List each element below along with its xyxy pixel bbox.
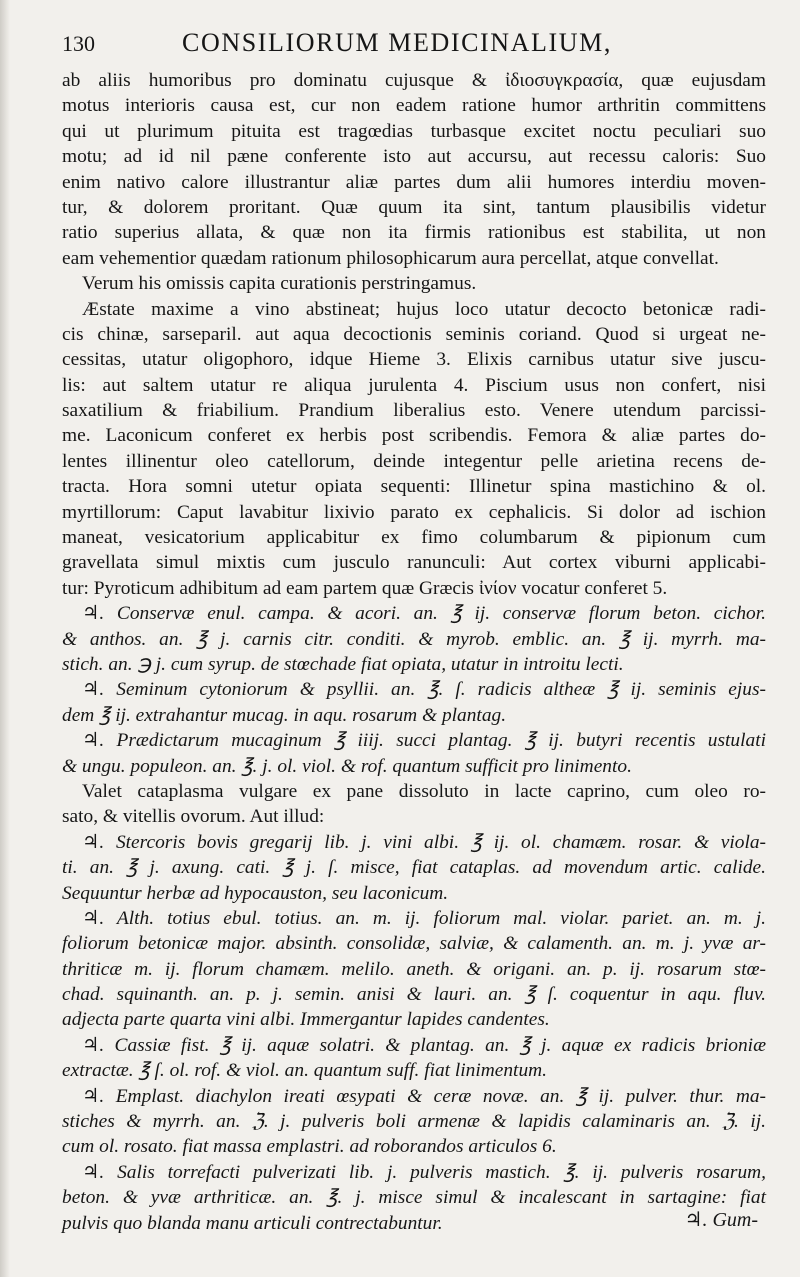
text-line: adjecta parte quarta vini albi. Immergantur lapides candentes. xyxy=(62,1009,550,1031)
recipe xyxy=(62,906,766,1033)
text-line: Æstate maxime a vino abstineat; hujus loco utatur decocto betonicæ radi- xyxy=(82,298,766,320)
paragraph xyxy=(62,68,766,271)
recipe xyxy=(62,728,766,779)
recipe xyxy=(62,601,766,677)
text-line: cum ol. rosato. fiat massa emplastri. ad roborandos articulos 6. xyxy=(62,1136,557,1158)
running-title: CONSILIORUM MEDICINALIUM, xyxy=(182,28,612,57)
text-line: saxatilium & friabilium. Prandium liberalius esto. Venere utendum parcissi- xyxy=(62,400,766,422)
text-line: ratio superius allata, & quæ non ita firmis rationibus est stabilita, ut non xyxy=(62,222,766,244)
text-line: lis: aut saltem utatur re aliqua jurulenta 4. Piscium usus non confert, nisi xyxy=(62,374,766,396)
text-line: Verum his omissis capita curationis perstringamus. xyxy=(82,273,477,295)
text-line: enim nativo calore illustrantur aliæ partes dum alii humores interdiu moven- xyxy=(62,171,766,193)
recipe xyxy=(62,1084,766,1160)
text-line: motu; ad id nil pæne conferente isto aut accursu, aut recessu caloris: Suo xyxy=(62,146,766,168)
text-line: maneat, vesicatorium applicabitur ex fimo columbarum & pipionum cum xyxy=(62,527,766,549)
text-line: sato, & vitellis ovorum. Aut illud: xyxy=(62,806,325,828)
text-line: ♃. Prædictarum mucaginum ℥ iiij. succi plantag. ℥ ij. butyri recentis ustulati xyxy=(82,730,766,752)
text-line: ti. an. ℥ j. axung. cati. ℥ j. ſ. misce, fiat cataplas. ad movendum artic. calide. xyxy=(62,857,766,879)
recipe xyxy=(62,1033,766,1084)
text-line: myrtillorum: Caput lavabitur lixivio parato ex cephalicis. Si dolor ad ischion xyxy=(62,501,766,523)
text-line: Valet cataplasma vulgare ex pane dissoluto in lacte caprino, cum oleo ro- xyxy=(82,780,766,802)
text-line: beton. & yvæ arthriticæ. an. ℥. j. misce simul & incalescant in sartagine: fiat xyxy=(62,1187,766,1209)
text-block xyxy=(62,68,766,1236)
text-line: eam vehementior quædam rationum philosophicarum aura percellat, atque convellat. xyxy=(62,247,719,269)
text-line: & anthos. an. ℥ j. carnis citr. conditi. & myrob. emblic. an. ℥ ij. myrrh. ma- xyxy=(62,628,766,650)
text-line: ♃. Salis torrefacti pulverizati lib. j. pulveris mastich. ℥. ij. pulveris rosarum, xyxy=(82,1161,766,1183)
text-line: cessitas, utatur oligophoro, idque Hieme 3. Elixis carnibus utatur sive juscu- xyxy=(62,349,766,371)
text-line: tur: Pyroticum adhibitum ad eam partem quæ Græcis ἰνίον vocatur conferet 5. xyxy=(62,577,668,599)
text-line: ♃. Emplast. diachylon ireati œsypati & ceræ novæ. an. ℥ ij. pulver. thur. ma- xyxy=(82,1085,766,1107)
recipe xyxy=(62,677,766,728)
text-line: & ungu. populeon. an. ℥. j. ol. viol. & rof. quantum sufficit pro linimento. xyxy=(62,755,632,777)
text-line: stiches & myrrh. an. ℨ. j. pulveris boli armenæ & lapidis calaminaris an. ℨ. ij. xyxy=(62,1111,766,1133)
text-line: stich. an. ℈ j. cum syrup. de stœchade fiat opiata, utatur in introitu lecti. xyxy=(62,653,624,675)
text-line: ♃. Stercoris bovis gregarij lib. j. vini albi. ℥ ij. ol. chamæm. rosar. & viola- xyxy=(82,831,766,853)
text-line: ♃. Conservæ enul. campa. & acori. an. ℥ ij. conservæ florum beton. cichor. xyxy=(82,603,766,625)
text-line: ♃. Seminum cytoniorum & psyllii. an. ℥. ſ. radicis altheæ ℥ ij. seminis ejus- xyxy=(82,679,766,701)
paragraph xyxy=(62,779,766,830)
text-line: motus interioris causa est, cur non eadem ratione humor arthritin committens xyxy=(62,95,766,117)
recipe xyxy=(62,830,766,906)
text-line: extractæ. ℥ ſ. ol. rof. & viol. an. quantum suff. fiat linimentum. xyxy=(62,1060,547,1082)
text-line: tur, & dolorem proritant. Quæ quum ita sint, tantum plausibilis videtur xyxy=(62,196,766,218)
paragraph xyxy=(62,271,766,296)
text-line: pulvis quo blanda manu articuli contrectabuntur. xyxy=(62,1212,443,1234)
text-line: ♃. Cassiæ fist. ℥ ij. aquæ solatri. & plantag. an. ℥ j. aquæ ex radicis brioniæ xyxy=(82,1034,766,1056)
text-line: me. Laconicum conferet ex herbis post scribendis. Femora & aliæ partes do- xyxy=(62,425,766,447)
text-line: ab aliis humoribus pro dominatu cujusque & ἰδιοσυγκρασία, quæ eujusdam xyxy=(62,70,766,91)
text-line: thriticæ m. ij. florum chamæm. melilo. aneth. & origani. an. p. ij. rosarum stœ- xyxy=(62,958,766,980)
text-line: lentes illinentur oleo catellorum, deinde integentur pelle arietina recens de- xyxy=(62,450,766,472)
page-number: 130 xyxy=(62,31,95,56)
paragraph xyxy=(62,297,766,602)
text-line: foliorum betonicæ major. absinth. consolidæ, salviæ, & calamenth. an. m. j. yvæ ar- xyxy=(62,933,766,955)
text-line: tracta. Hora somni utetur opiata sequenti: Illinetur spina mastichino & ol. xyxy=(62,476,766,498)
text-line: chad. squinanth. an. p. j. semin. anisi & lauri. an. ℥ ſ. coquentur in aqu. fluv. xyxy=(62,984,766,1006)
text-line: cis chinæ, sarseparil. aut aqua decoctionis seminis coriand. Quod si urgeat ne- xyxy=(62,323,766,345)
text-line: ♃. Alth. totius ebul. totius. an. m. ij. foliorum mal. violar. pariet. an. m. j. xyxy=(82,907,766,929)
text-line: dem ℥ ij. extrahantur mucag. in aqu. rosarum & plantag. xyxy=(62,704,507,726)
text-line: qui ut plurimum pituita est tragœdias turbasque excitet noctu peculiari suo xyxy=(62,120,766,142)
catchword: ♃. Gum- xyxy=(684,1209,758,1231)
running-head xyxy=(62,28,766,68)
recipe xyxy=(62,1160,766,1236)
text-line: gravellata simul mixtis cum jusculo ranunculi: Aut cortex viburni applicabi- xyxy=(62,552,766,574)
text-line: Sequuntur herbæ ad hypocauston, seu laconicum. xyxy=(62,882,449,904)
